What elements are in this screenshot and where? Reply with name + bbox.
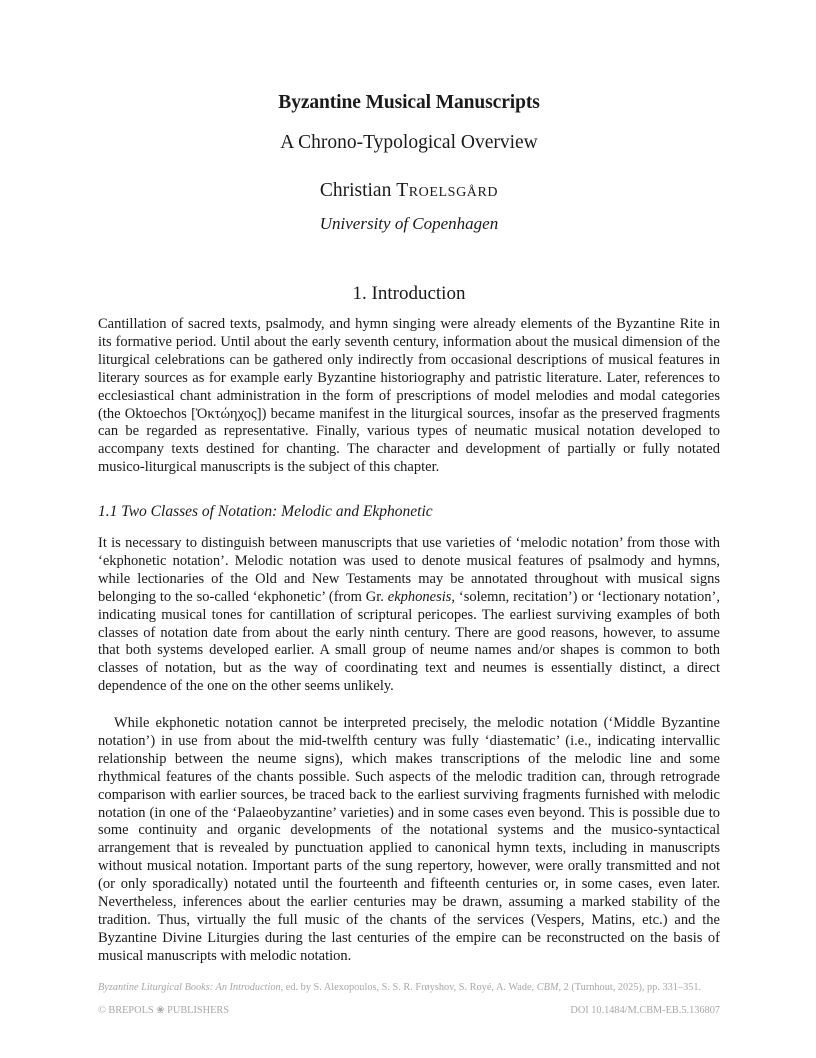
section-heading-introduction: 1. Introduction (352, 283, 466, 304)
greek-term: Ὀκτώηχος (195, 405, 257, 422)
paragraph-text: It is necessary to distinguish between manuscripts that use varieties of ‘melodic notation’ from those with ‘ekphonetic notation’. Melodic notation was used to denote musical features of psalmody and hymns, while lectionaries of the Old and New Testaments may be annotated throughout with musical signs belonging to the so-called ‘ekphonetic’ (from Gr. (98, 535, 720, 605)
brepols-logo-icon: ❀ (156, 1005, 165, 1016)
publisher-suffix: PUBLISHERS (164, 1005, 229, 1016)
citation-footer (98, 982, 720, 993)
citation-details: , 2 (Turnhout, 2025), pp. 331–351. (558, 982, 702, 993)
paragraph-notation-classes (98, 535, 720, 696)
paragraph-introduction (98, 316, 720, 477)
author-name (98, 180, 720, 202)
chapter-title: Byzantine Musical Manuscripts (278, 92, 540, 113)
paragraph-melodic-notation: While ekphonetic notation cannot be interpreted precisely, the melodic notation (‘Middle Byzantine notation’) in use from about the mid-twelfth century was fully ‘diastematic’ (i.e., indicating intervallic relationship between the neume signs), which makes transcriptions of the melodic line and some rhythmical features of the chants possible. Such aspects of the melodic tradition can, through retrograde comparison with earlier sources, be traced back to the earliest surviving fragments furnished with melodic notation (in one of the ‘Palaeobyzantine’ varieties) and in some cases even beyond. This is possible due to some continuity and organic developments of the notational systems and the musico-syntactical arrangement that is revealed by punctuation applied to canonical hymn texts, including in manuscripts without musical notation. Important parts of the sung repertory, however, were orally transmitted and not (or only sporadically) notated until the fourteenth and fifteenth centuries or, in some cases, even later. Nevertheless, inferences about the earlier centuries may be drawn, assuming a marked stability of the tradition. Thus, virtually the full music of the chants of the services (Vespers, Matins, etc.) and the Byzantine Divine Liturgies during the last centuries of the empire can be reconstructed on the basis of musical manuscripts with melodic notation. (98, 715, 720, 964)
subsection-heading: 1.1 Two Classes of Notation: Melodic and Ekphonetic (98, 503, 433, 520)
publisher-mark (98, 1005, 229, 1016)
paragraph-text: , ‘solemn, recitation’) or ‘lectionary notation’, indicating musical tones for cantillation of scriptural pericopes. The earliest surviving examples of both classes of notation date from about the early ninth century. There are good reasons, however, to assume that both systems developed earlier. A small group of neume names and/or shapes is common to both classes of notation, but as the way of coordinating text and neumes is essentially distinct, a direct dependence of the one on the other seems unlikely. (98, 588, 720, 695)
citation-book-title: Byzantine Liturgical Books: An Introduction (98, 982, 281, 993)
author-affiliation: University of Copenhagen (319, 214, 499, 233)
author-first-name: Christian (319, 180, 392, 201)
doi-label: DOI 10.1484/M.CBM-EB.5.136807 (570, 1005, 720, 1016)
publisher-prefix: © BREPOLS (98, 1005, 157, 1016)
citation-editors: , ed. by S. Alexopoulos, S. S. R. Frøyshov, S. Royé, A. Wade, (280, 982, 537, 993)
author-last-name: Troelsgård (396, 180, 499, 201)
citation-series: CBM (536, 982, 559, 993)
publisher-footer (98, 1005, 720, 1016)
emphasized-term: ekphonesis (387, 588, 452, 605)
paragraph-text: Cantillation of sacred texts, psalmody, and hymn singing were already elements of the Byzantine Rite in its formative period. Until about the early seventh century, information about the musical dimension of the liturgical celebrations can be gathered only indirectly from occasional descriptions of musical features in literary sources as for example early Byzantine historiography and patristic literature. Later, references to ecclesiastical chant administration in the form of prescriptions of model melodies and modal categories (the Oktoechos [ (98, 316, 720, 422)
chapter-subtitle: A Chrono-Typological Overview (280, 132, 538, 153)
paragraph-text: ]) became manifest in the liturgical sources, insofar as the preserved fragments can be regarded as representative. Finally, various types of neumatic musical notation developed to accompany texts destined for chanting. The character and development of partially or fully notated musico-liturgical manuscripts is the subject of this chapter. (98, 405, 721, 476)
